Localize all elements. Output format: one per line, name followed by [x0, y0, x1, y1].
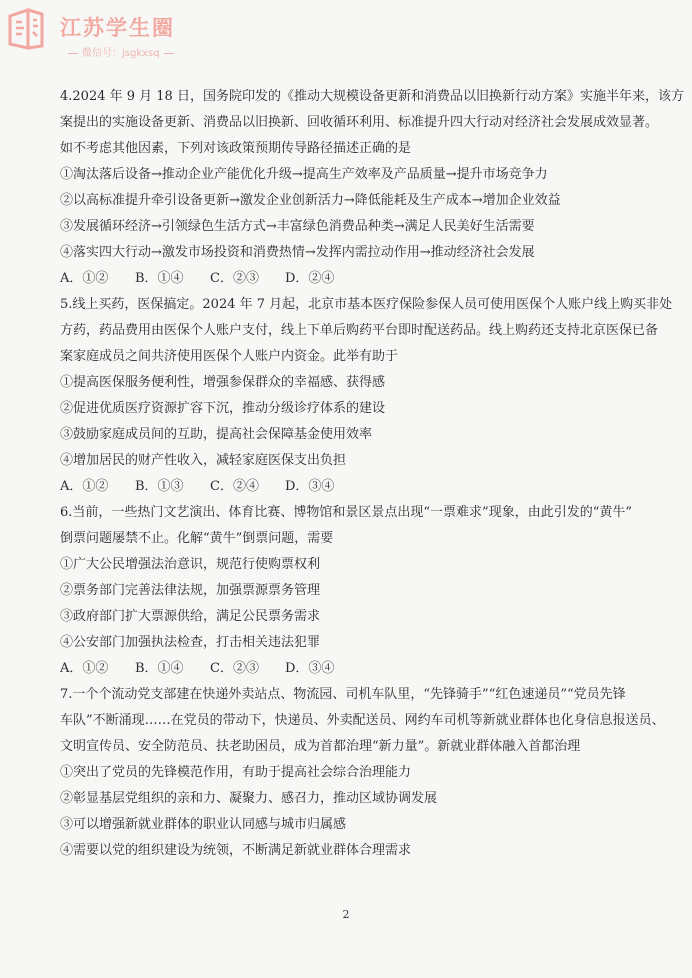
option-d: D．③④: [285, 661, 335, 676]
option-b: B．①③: [135, 479, 184, 494]
question-item: ②彰显基层党组织的亲和力、凝聚力、感召力，推动区域协调发展: [60, 791, 438, 806]
question-item: ③可以增强新就业群体的职业认同感与城市归属感: [60, 817, 347, 832]
question-item: ②以高标准提升牵引设备更新→激发企业创新活力→降低能耗及生产成本→增加企业效益: [60, 193, 561, 208]
question-item: ①提高医保服务便利性，增强参保群众的幸福感、获得感: [60, 375, 386, 390]
page-number: 2: [342, 908, 350, 921]
brand-logo-icon: [6, 6, 46, 52]
option-a: A．①②: [60, 479, 109, 494]
question-5: [60, 296, 673, 495]
question-stem-line: 7.一个个流动党支部建在快递外卖站点、物流园、司机车队里，“先锋骑手”“红色速递员”“党员先锋: [60, 687, 626, 702]
answer-options: [60, 660, 640, 677]
question-item: ①淘汰落后设备→推动企业产能优化升级→提高生产效率及产品质量→提升市场竞争力: [60, 167, 548, 182]
question-stem-line: 4.2024 年 9 月 18 日，国务院印发的《推动大规模设备更新和消费品以旧换新行动方案》实施半年来，该方: [60, 89, 684, 104]
option-a: A．①②: [60, 271, 109, 286]
question-stem-line: 5.线上买药，医保搞定。2024 年 7 月起，北京市基本医疗保险参保人员可使用医保个人账户线上购买非处: [60, 297, 673, 312]
question-item: ③发展循环经济→引领绿色生活方式→丰富绿色消费品种类→满足人民美好生活需要: [60, 219, 535, 234]
document-body: [60, 88, 684, 868]
question-stem-line: 方药，药品费用由医保个人账户支付，线上下单后购药平台即时配送药品。线上购药还支持北京医保已备: [60, 323, 659, 338]
option-a: A．①②: [60, 661, 109, 676]
answer-options: [60, 270, 640, 287]
option-c: C．②③: [210, 271, 259, 286]
question-stem-line: 倒票问题屡禁不止。化解“黄牛”倒票问题，需要: [60, 531, 334, 546]
question-item: ②票务部门完善法律法规，加强票源票务管理: [60, 583, 321, 598]
question-item: ③鼓励家庭成员间的互助，提高社会保障基金使用效率: [60, 427, 373, 442]
question-stem-line: 案家庭成员之间共济使用医保个人账户内资金。此举有助于: [60, 349, 399, 364]
option-d: D．③④: [285, 479, 335, 494]
question-4: [60, 88, 684, 287]
question-item: ①广大公民增强法治意识，规范行使购票权利: [60, 557, 321, 572]
option-c: C．②④: [210, 479, 259, 494]
option-d: D．②④: [285, 271, 335, 286]
question-7: [60, 686, 665, 859]
question-item: ③政府部门扩大票源供给，满足公民票务需求: [60, 609, 321, 624]
question-stem-line: 案提出的实施设备更新、消费品以旧换新、回收循环利用、标准提升四大行动对经济社会发展成效显著。: [60, 115, 659, 130]
brand-subtitle: 微信号：jsgkxsq: [64, 44, 178, 59]
question-item: ④落实四大行动→激发市场投资和消费热情→发挥内需拉动作用→推动经济社会发展: [60, 245, 535, 260]
brand-name: 江苏学生圈: [60, 16, 175, 40]
question-item: ④公安部门加强执法检查，打击相关违法犯罪: [60, 635, 321, 650]
watermark-logo: [6, 6, 206, 58]
option-b: B．①④: [135, 271, 184, 286]
option-b: B．①④: [135, 661, 184, 676]
question-stem-line: 车队”不断涌现……在党员的带动下，快递员、外卖配送员、网约车司机等新就业群体也化身信息报送员、: [60, 713, 665, 728]
question-stem-line: 6.当前，一些热门文艺演出、体育比赛、博物馆和景区景点出现“一票难求”现象，由此引发的“黄牛”: [60, 505, 632, 520]
question-item: ④需要以党的组织建设为统领，不断满足新就业群体合理需求: [60, 843, 412, 858]
question-stem-line: 如不考虑其他因素，下列对该政策预期传导路径描述正确的是: [60, 141, 412, 156]
answer-options: [60, 478, 640, 495]
question-6: [60, 504, 640, 677]
question-item: ②促进优质医疗资源扩容下沉，推动分级诊疗体系的建设: [60, 401, 386, 416]
question-item: ①突出了党员的先锋模范作用，有助于提高社会综合治理能力: [60, 765, 412, 780]
question-item: ④增加居民的财产性收入，减轻家庭医保支出负担: [60, 453, 347, 468]
question-stem-line: 文明宣传员、安全防范员、扶老助困员，成为首都治理“新力量”。新就业群体融入首都治理: [60, 739, 581, 754]
option-c: C．②③: [210, 661, 259, 676]
